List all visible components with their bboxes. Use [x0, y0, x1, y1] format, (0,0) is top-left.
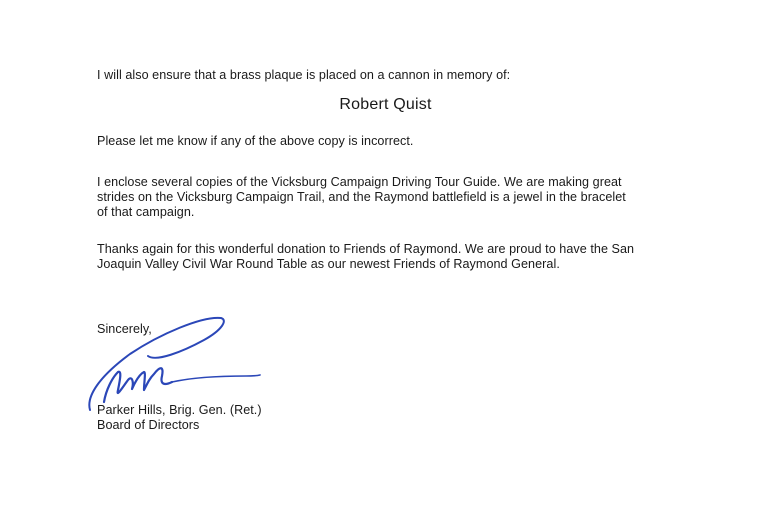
memorial-name: Robert Quist — [339, 96, 432, 113]
thanks-line-2: Joaquin Valley Civil War Round Table as our newest Friends of Raymond General. — [97, 257, 560, 271]
thanks-line-1: Thanks again for this wonderful donation to Friends of Raymond. We are proud to have the San — [97, 242, 635, 256]
closing: Sincerely, — [97, 322, 152, 336]
handwritten-signature — [78, 310, 278, 415]
enclosure-line-3: of that campaign. — [97, 205, 195, 219]
enclosure-line-1: I enclose several copies of the Vicksburg Campaign Driving Tour Guide. We are making great — [97, 175, 622, 189]
signer-name: Parker Hills, Brig. Gen. (Ret.) — [97, 403, 262, 417]
enclosure-line-2: strides on the Vicksburg Campaign Trail, and the Raymond battlefield is a jewel in the bracelet — [97, 190, 626, 204]
copy-check-paragraph: Please let me know if any of the above copy is incorrect. — [97, 134, 414, 148]
signer-title: Board of Directors — [97, 418, 200, 432]
plaque-paragraph: I will also ensure that a brass plaque is placed on a cannon in memory of: — [97, 68, 511, 82]
